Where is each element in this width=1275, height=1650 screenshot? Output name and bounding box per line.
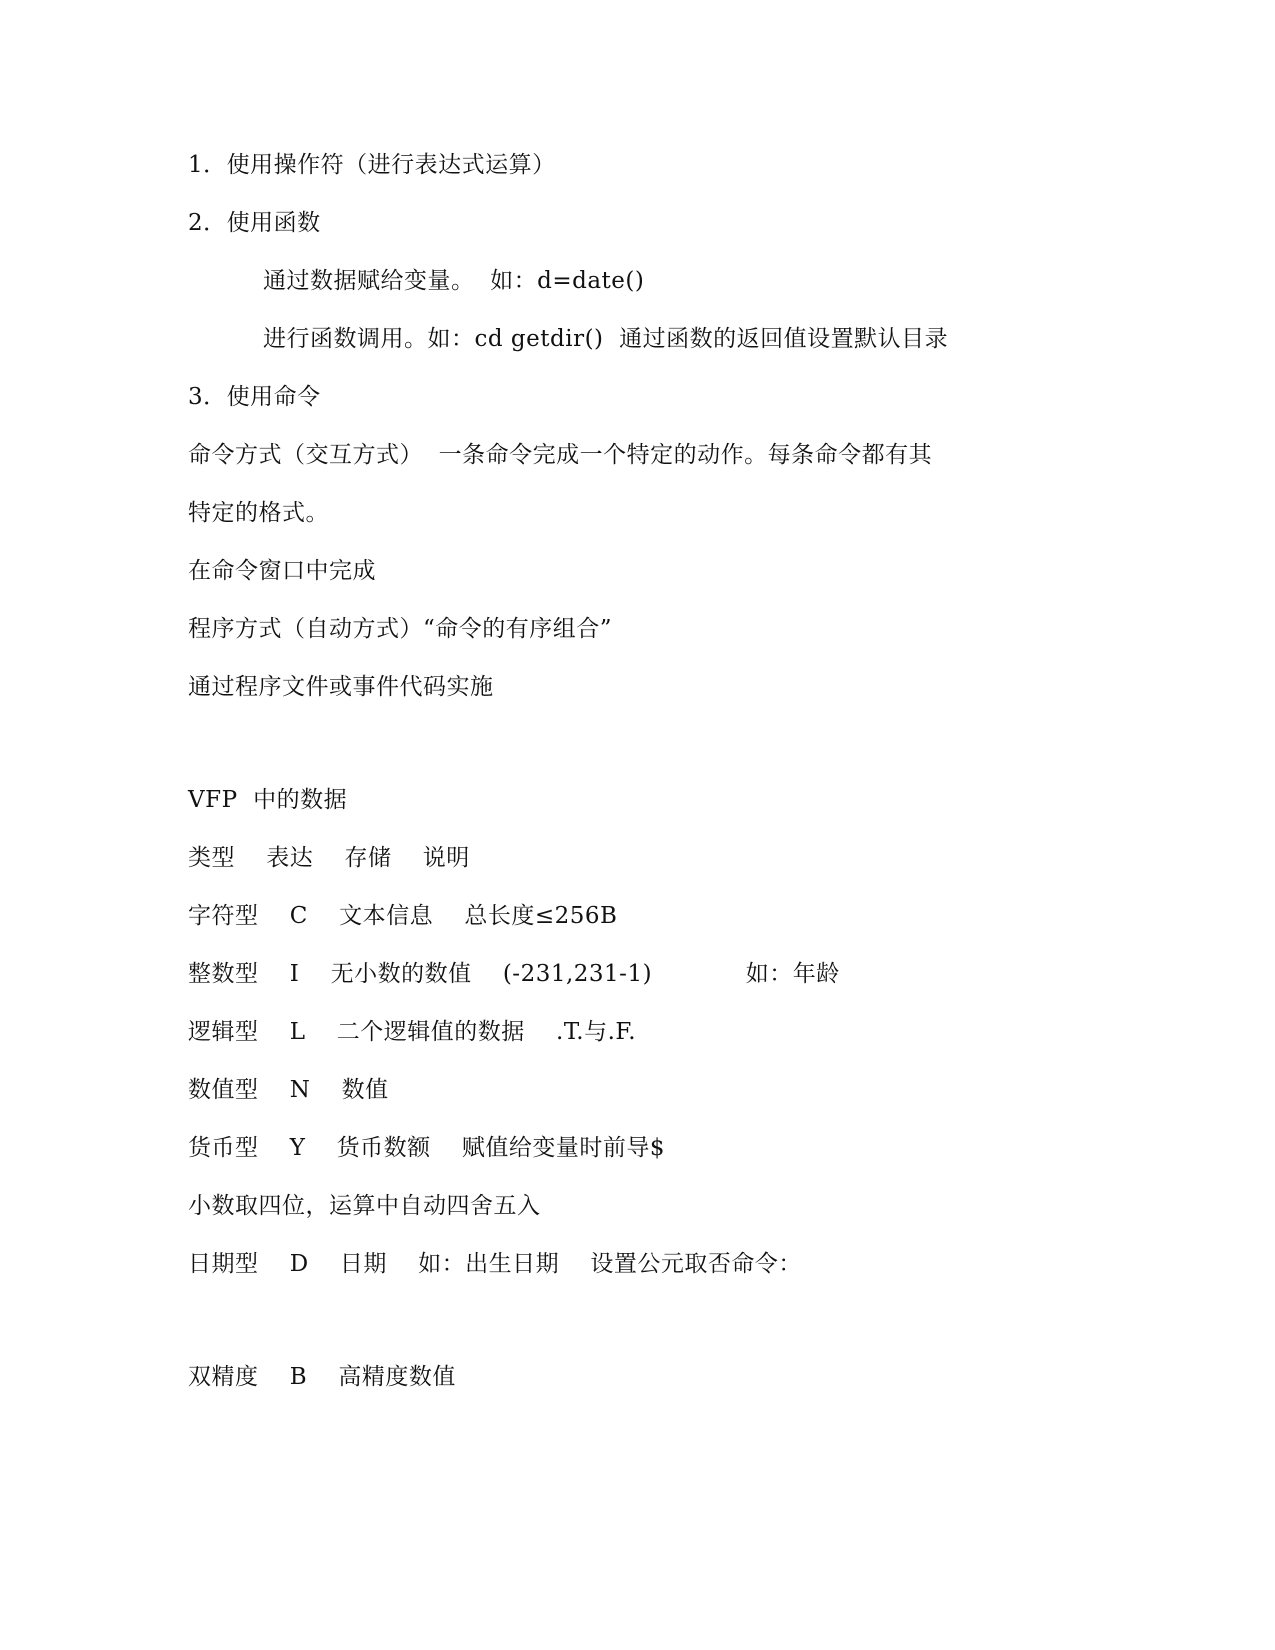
section-heading: VFP 中的数据 [188, 787, 348, 813]
text-line: 字符型 C 文本信息 总长度≤256B [188, 903, 618, 929]
text-line: 1．使用操作符（进行表达式运算） [188, 152, 556, 178]
text-line: 在命令窗口中完成 [188, 558, 376, 584]
text-line: 程序方式（自动方式）“命令的有序组合” [188, 616, 613, 642]
text-line: 数值型 N 数值 [188, 1077, 389, 1103]
text-line: 日期型 D 日期 如：出生日期 设置公元取否命令： [188, 1251, 802, 1277]
text-line: 类型 表达 存储 说明 [188, 845, 470, 871]
text-line: 命令方式（交互方式） 一条命令完成一个特定的动作。每条命令都有其 [188, 442, 933, 468]
text-line: 逻辑型 L 二个逻辑值的数据 .T.与.F. [188, 1019, 637, 1045]
text-line: 进行函数调用。如：cd getdir() 通过函数的返回值设置默认目录 [263, 326, 949, 352]
text-line: 2．使用函数 [188, 210, 321, 236]
text-line: 3．使用命令 [188, 384, 321, 410]
text-line: 货币型 Y 货币数额 赋值给变量时前导$ [188, 1135, 666, 1161]
text-line: 小数取四位，运算中自动四舍五入 [188, 1193, 541, 1219]
text-line: 特定的格式。 [188, 500, 329, 526]
text-line: 整数型 I 无小数的数值 (-231,231-1) 如：年龄 [188, 961, 840, 987]
text-line: 通过数据赋给变量。 如：d=date() [263, 268, 645, 294]
text-line: 双精度 B 高精度数值 [188, 1364, 456, 1390]
text-line: 通过程序文件或事件代码实施 [188, 674, 494, 700]
